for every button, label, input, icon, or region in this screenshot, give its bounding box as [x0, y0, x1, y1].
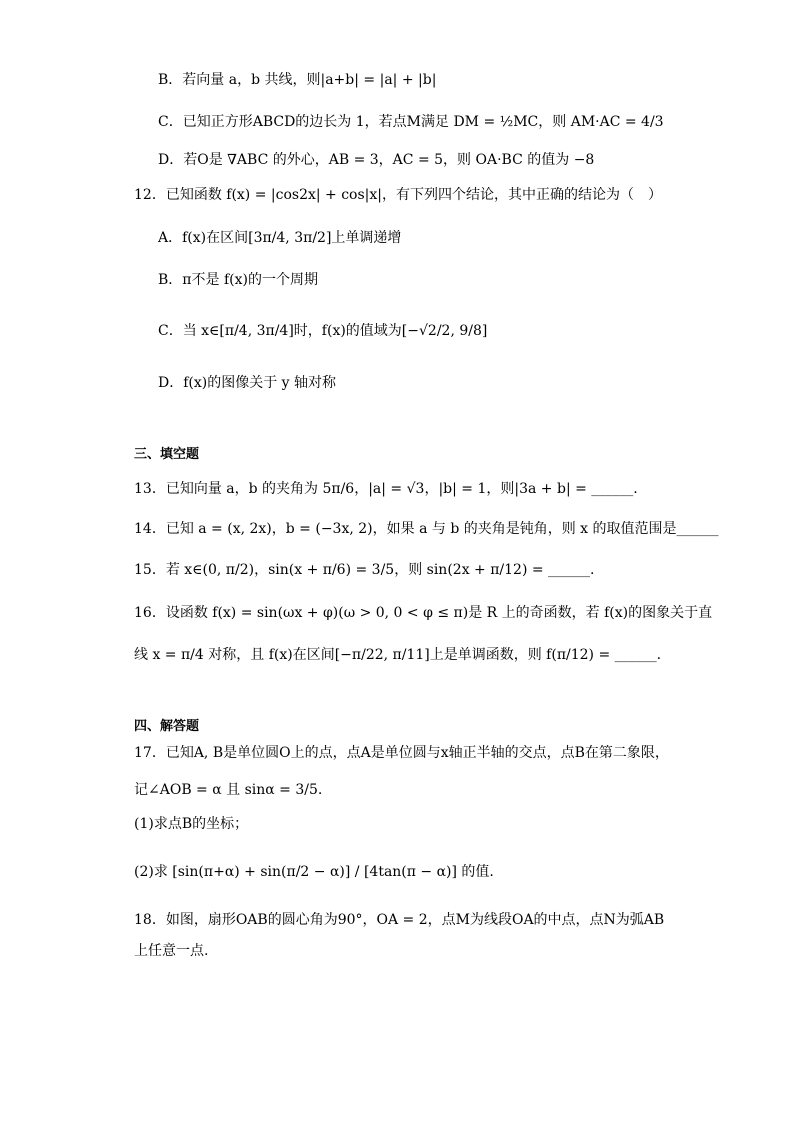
q18-line2: 上任意一点.: [134, 943, 209, 959]
q17-line1: 17．已知A, B是单位圆O上的点，点A是单位圆与x轴正半轴的交点，点B在第二象限，: [134, 745, 669, 761]
q11-option-b: B．若向量 a，b 共线，则|a+b| = |a| + |b|: [158, 72, 437, 88]
q13: 13．已知向量 a，b 的夹角为 5π/6，|a| = √3，|b| = 1，则|3a + b| = ______.: [134, 481, 638, 497]
q12-stem: 12．已知函数 f(x) = |cos2x| + cos|x|，有下列四个结论，其中正确的结论为（ ）: [134, 187, 662, 203]
section-answer-heading: 四、解答题: [134, 719, 200, 734]
q11-option-d: D．若O是 ∇ABC 的外心，AB = 3，AC = 5，则 OA·BC 的值为 −8: [158, 152, 595, 168]
q17-line2: 记∠AOB = α 且 sinα = 3/5.: [134, 782, 323, 798]
q15: 15．若 x∈(0, π/2)，sin(x + π/6) = 3/5，则 sin(2x + π/12) = ______.: [134, 562, 595, 578]
q11-option-c: C．已知正方形ABCD的边长为 1，若点M满足 DM = ½MC，则 AM·AC = 4/3: [158, 114, 664, 130]
q16-line2: 线 x = π/4 对称，且 f(x)在区间[−π/22, π/11]上是单调函数，则 f(π/12) = ______.: [134, 647, 662, 663]
q12-option-c: C．当 x∈[π/4, 3π/4]时，f(x)的值域为[−√2/2, 9/8]: [158, 323, 488, 339]
q17-part2: (2)求 [sin(π+α) + sin(π/2 − α)] / [4tan(π − α)] 的值.: [134, 864, 494, 880]
q16-line1: 16．设函数 f(x) = sin(ωx + φ)(ω > 0, 0 < φ ≤ π)是 R 上的奇函数，若 f(x)的图象关于直: [134, 605, 713, 621]
q17-part1: (1)求点B的坐标；: [134, 816, 249, 832]
q18-line1: 18．如图，扇形OAB的圆心角为90°，OA = 2，点M为线段OA的中点，点N为弧AB: [134, 912, 665, 928]
q12-option-a: A．f(x)在区间[3π/4, 3π/2]上单调递增: [158, 230, 402, 246]
section-fill-in-heading: 三、填空题: [134, 447, 200, 462]
q12-option-d: D．f(x)的图像关于 y 轴对称: [158, 375, 337, 391]
q14: 14．已知 a = (x, 2x)，b = (−3x, 2)，如果 a 与 b 的夹角是钝角，则 x 的取值范围是______: [134, 521, 719, 537]
q12-option-b: B．π不是 f(x)的一个周期: [158, 272, 318, 288]
